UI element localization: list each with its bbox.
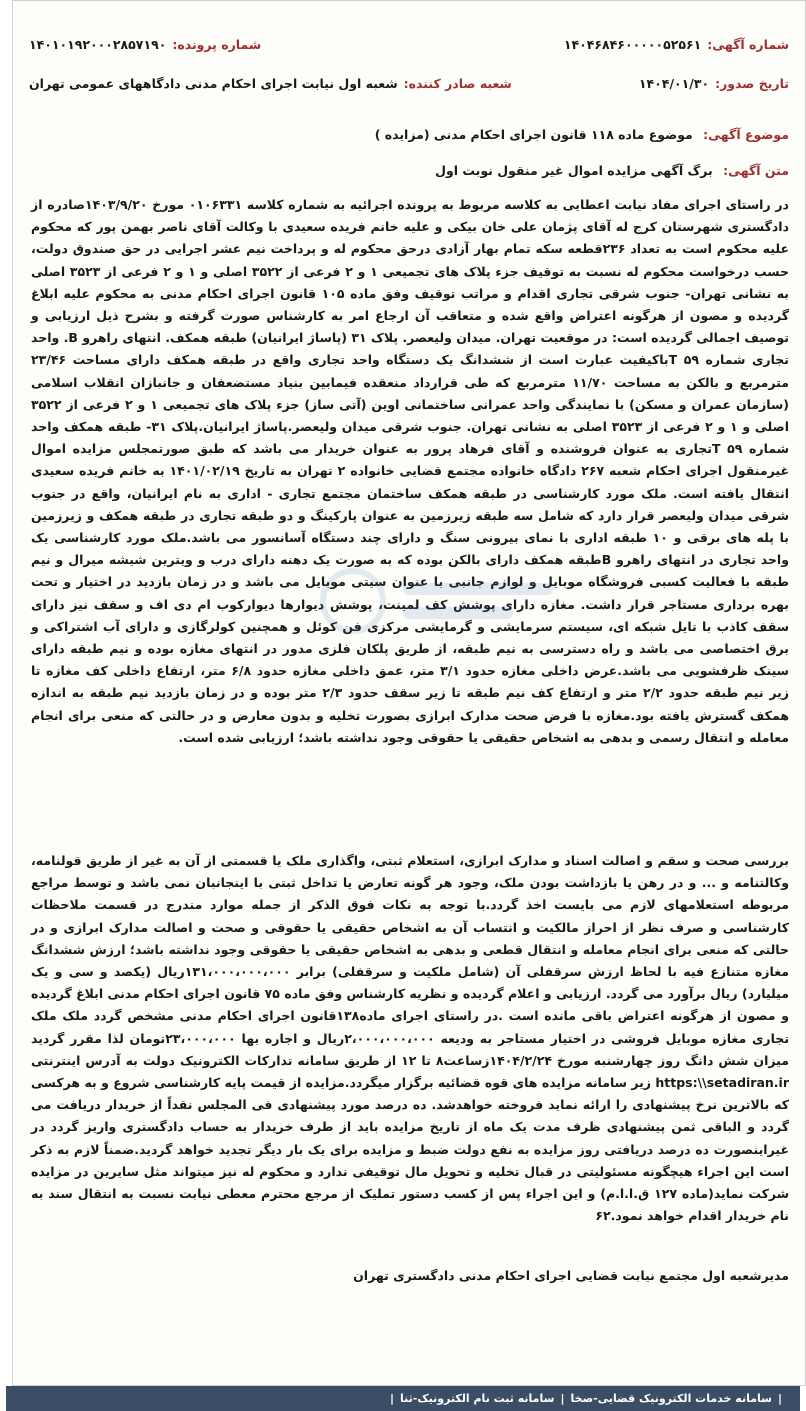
issuer-field (29, 76, 512, 91)
notice-title: برگ آگهی مزایده اموال غیر منقول نوبت اول (435, 163, 713, 178)
body-paragraph-2: بررسی صحت و سقم و اصالت اسناد و مدارک ابرازی، استعلام ثبتی، واگذاری ملک یا قسمتی از آن به غیر از طریق قولنامه، وکالتنامه و ... و در رهن یا بازداشت بودن ملک، وجود هر گونه تعارض یا تداخل ثبتی با اینجانبان نمی باشد و توسط مراجع مربوطه استعلامهای لازم می بایست اخذ گردد.با توجه به نکات فوق الذکر از جمله موارد مندرج در قسمت ملاحظات کارشناسی و صرف نظر از احراز مالکیت و انتساب آن به اشخاص حقیقی یا حقوقی و صحت و اصالت مدارک ابرازی و در حالتی که منعی برای انجام معامله و انتقال قطعی و بدهی به اشخاص حقیقی یا حقوقی وجود نداشته باشد؛ ارزش ششدانگ مغازه متنازع فیه با لحاظ ارزش سرقفلی آن (شامل ملکیت و سرقفلی) برابر ۱۳۱،۰۰۰،۰۰۰،۰۰۰ریال (یکصد و سی و یک میلیارد) ریال برآورد می گردد. ارزیابی و اعلام گردیده و نظریه کارشناس وفق ماده ۷۵ قانون اجرای احکام مدنی ابلاغ گردیده و مصون از هرگونه اعتراض باقی مانده است .در راستای اجرای ماده۱۳۸قانون اجرای احکام مدنی مشخص گردد ملک ملک تجاری مغازه موبایل فروشی در اختیار مستاجر به ودیعه ۲،۰۰۰،۰۰۰،۰۰۰ریال و اجاره بها ۲۳،۰۰۰،۰۰۰تومان لذا مقرر گردید میزان شش دانگ روز چهارشنبه مورخ ۱۴۰۴/۲/۲۴زساعت۸ تا ۱۲ از طریق سامانه تدارکات الکترونیک دولت به آدرس اینترنتی https:\\setadiran.ir زیر سامانه مزایده های قوه قضائیه برگزار میگردد.مزایده از قیمت پایه کارشناسی شروع و به هرکسی که بالاترین نرخ پیشنهادی را ارائه نماید فروخته خواهدشد. ده درصد مورد پیشنهادی فی المجلس نقداً از خریدار دریافت می گردد و الباقی ثمن پیشنهادی ظرف مدت یک ماه از تاریخ مزایده باید از طرف خریدار به حساب دادگستری واریز گردد در غیراینصورت ده درصد دریافتی روز مزایده به نفع دولت ضبط و مزایده برای یک بار دیگر تجدید خواهد گردید.ضمناً لازم به ذکر است این اجراء هیچگونه مسئولیتی در قبال تخلیه و تحویل مال توقیفی ندارد و محکوم له نیز میتواند مثل سایرین در مزایده شرکت نماید(ماده ۱۲۷ ق.ا.ا.م) و این اجراء پس از کسب دستور تملیک از مرجع محترم معطی نیابت نسبت به انتقال سند به نام خریدار اقدام خواهد نمود.۶۲ (31, 853, 790, 1224)
notice-number-value: ۱۴۰۴۶۸۴۶۰۰۰۰۰۵۲۵۶۱ (563, 37, 702, 52)
notice-page (12, 0, 806, 1386)
issue-date-value: ۱۴۰۴/۰۱/۳۰ (638, 76, 710, 91)
subject-value: موضوع ماده ۱۱۸ قانون اجرای احکام مدنی (مزایده ) (374, 127, 693, 142)
footer-link-sakha[interactable]: سامانه خدمات الکترونیک قضایی-صخا (570, 1392, 772, 1405)
case-number-label: شماره پرونده: (172, 37, 262, 52)
signature: مدیرشعبه اول مجتمع نیابت قضایی اجرای احکام مدنی دادگستری تهران (353, 1268, 789, 1283)
notice-title-field (29, 163, 789, 178)
footer-separator-3: | (389, 1392, 394, 1405)
issuer-value: شعبه اول نیابت اجرای احکام مدنی دادگاههای عمومی تهران (29, 76, 398, 91)
issue-date-field (639, 76, 789, 91)
issue-date-label: تاریخ صدور: (715, 76, 789, 91)
footer-separator-1: | (777, 1392, 782, 1405)
footer-separator-2: | (560, 1392, 565, 1405)
case-number-value: ۱۴۰۱۰۱۹۲۰۰۰۲۸۵۷۱۹۰ (29, 37, 167, 52)
notice-number-label: شماره آگهی: (707, 37, 789, 52)
case-number-field (29, 37, 261, 52)
footer-link-sana[interactable]: سامانه ثبت نام الکترونیک-ثنا (400, 1392, 555, 1405)
notice-text-label: متن آگهی: (723, 163, 789, 178)
notice-number-field (564, 37, 789, 52)
header-row-issue (29, 76, 789, 91)
issuer-label: شعبه صادر کننده: (403, 76, 512, 91)
subject-label: موضوع آگهی: (703, 127, 789, 142)
body-paragraph-1: در راستای اجرای مفاد نیابت اعطایی به کلاسه مربوط به پرونده اجرائیه به شماره کلاسه ۰۱۰۶۳۳۱ مورخ ۱۴۰۳/۹/۲۰صادره از دادگستری شهرستان کرج له آقای پژمان علی خان بیکی و علیه خانم فریده سعیدی با وکالت آقای ناصر بهمن پور که محکوم علیه محکوم است به تعداد ۲۳۶قطعه سکه تمام بهار آزادی درحق محکوم له و پرداخت نیم عشر اجرایی در حق صندوق دولت، حسب درخواست محکوم له نسبت به توقیف جزء پلاک های تجمیعی ۱ و ۲ فرعی از ۳۵۲۲ اصلی و ۱ و ۲ فرعی از ۳۵۲۳ اصلی به نشانی تهران- جنوب شرقی تجاری اقدام و مراتب توقیف وفق ماده ۱۰۵ قانون اجرای احکام مدنی به محکوم علیه ابلاغ گردیده و مصون از هرگونه اعتراض واقع شده و متعاقب آن ارجاع امر به کارشناس صورت گرفته و بشرح ذیل ارزیابی و توصیف اجمالی گردیده است: در موقعیت تهران. میدان ولیعصر. پلاک ۳۱ (پاساژ ایرانیان) طبقه همکف. انتهای راهرو B. واحد تجاری شماره ۵۹ Tباکیفیت عبارت است از ششدانگ یک دستگاه واحد تجاری واقع در طبقه همکف دارای مساحت ۲۳/۴۶ مترمربع و بالکن به مساحت ۱۱/۷۰ مترمربع که طی قرارداد منعقده فیمابین بنیاد مستضعفان و جانبازان انقلاب اسلامی (سازمان عمران و مسکن) با نمایندگی واحد عمرانی ساختمانی اوین (آتی ساز) جزء پلاک های تجمیعی ۱ و ۲ فرعی از ۳۵۲۲ اصلی و ۱ و ۲ فرعی از ۳۵۲۳ اصلی به نشانی تهران. جنوب شرقی میدان ولیعصر.پاساژ ایرانیان.پلاک ۳۱- طبقه همکف واحد شماره ۵۹ Tتجاری به عنوان فروشنده و آقای فرهاد پرور به عنوان خریدار می باشد که طبق صورتمجلس مزایده اموال غیرمنقول اجرای احکام شعبه ۲۶۷ دادگاه خانواده مجتمع قضایی خانواده ۲ تهران به تاریخ ۱۴۰۱/۰۲/۱۹ به خانم فریده سعیدی انتقال یافته است. ملک مورد کارشناسی در طبقه همکف ساختمان مجتمع تجاری - اداری به نام ایرانیان، واقع در جنوب شرقی میدان ولیعصر قرار دارد که شامل سه طبقه زیرزمین به عنوان پارکینگ و دو طبقه تجاری در طبقه همکف و زیرزمین با پله های برقی و ۱۰ طبقه اداری با نمای بیرونی سنگ و دارای چند دستگاه آسانسور می باشد.ملک مورد کارشناسی یک واحد تجاری در انتهای راهرو Bطبقه همکف دارای بالکن بوده که به صورت یک دهنه دارای درب و ویترین شیشه میرال و نیم طبقه با فعالیت کسبی فروشگاه موبایل و لوازم جانبی با عنوان سیتی موبایل می باشد و در زمان بازدید در اختیار و تحت بهره برداری مستاجر قرار داشت. مغازه دارای پوشش کف لمینت، پوشش دیوارها دیوارکوب ام دی اف و سقف نیز دارای سقف کاذب با تایل شبکه ای، سیستم سرمایشی و گرمایشی مرکزی فن کوئل و همچنین کولرگازی و دارای آب اشتراکی و برق اختصاصی می باشد و راه دسترسی به نیم طبقه، از طریق پلکان فلزی مدور در انتهای مغازه بوده و نیم طبقه دارای سینک ظرفشویی می باشد.عرض داخلی مغازه حدود ۳/۱ متر، عمق داخلی مغازه حدود ۶/۸ متر، ارتفاع داخلی کف مغازه تا زیر نیم طبقه حدود ۲/۲ متر و ارتفاع کف نیم طبقه تا زیر سقف حدود ۲/۳ متر بوده و در زمان بازدید نیم طبقه به اندازه همکف گسترش یافته بود.مغازه با فرض صحت مدارک ابرازی بصورت تخلیه و بدون معارض و در حالتی که منعی برای انجام معامله و انتقال رسمی و بدهی به اشخاص حقیقی یا حقوقی وجود نداشته باشد؛ ارزیابی شده است. (31, 197, 790, 745)
subject-field (29, 127, 789, 142)
footer-bar (6, 1386, 800, 1411)
header-row-numbers (29, 37, 789, 52)
